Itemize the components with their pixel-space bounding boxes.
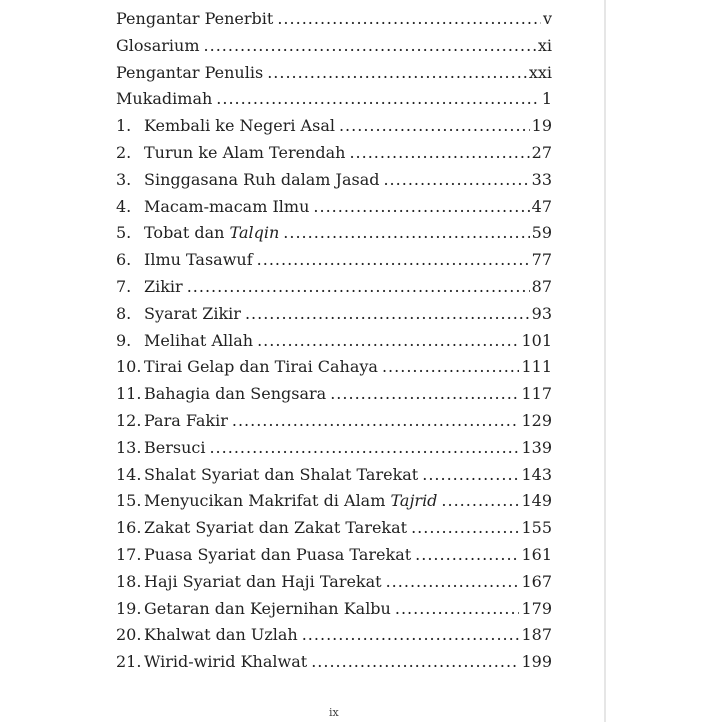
- toc-entry: [116, 194, 552, 221]
- entry-title-text: Singgasana Ruh dalam Jasad: [144, 169, 380, 189]
- dot-leader: [216, 86, 540, 113]
- entry-title: [144, 354, 378, 381]
- entry-title: [116, 86, 212, 113]
- entry-title-text: Tirai Gelap dan Tirai Cahaya: [144, 357, 378, 377]
- toc-entry: [116, 622, 552, 649]
- entry-page-number: 77: [531, 250, 552, 270]
- entry-page-number: 161: [521, 544, 552, 564]
- toc-entry: [116, 274, 552, 301]
- entry-title-text: Para Fakir: [144, 410, 228, 430]
- entry-page-number: 87: [531, 276, 552, 296]
- toc-entry: [116, 381, 552, 408]
- entry-number: 13.: [116, 437, 142, 457]
- entry-page-number: 155: [521, 518, 552, 538]
- dot-leader: [383, 167, 529, 194]
- toc-entry: [116, 596, 552, 623]
- entry-page-number: v: [542, 9, 552, 28]
- entry-title-text: Getaran dan Kejernihan Kalbu: [144, 598, 391, 618]
- entry-page-number: 143: [521, 464, 552, 484]
- entry-title-text: Haji Syariat dan Haji Tarekat: [144, 571, 382, 591]
- toc-entry: [116, 354, 552, 381]
- entry-page-number: xxi: [528, 62, 552, 82]
- toc-entry: [116, 569, 552, 596]
- page-edge-divider: [604, 0, 606, 722]
- entry-title-text: Ilmu Tasawuf: [144, 250, 253, 270]
- entry-number: 19.: [116, 598, 142, 618]
- entry-title: [144, 435, 205, 462]
- toc-entry: [116, 488, 552, 515]
- dot-leader: [232, 408, 520, 435]
- toc-entry: [116, 408, 552, 435]
- toc-entry: [116, 33, 552, 60]
- entry-page-number: 93: [531, 303, 552, 323]
- entry-page-number: xi: [537, 35, 552, 55]
- dot-leader: [257, 247, 530, 274]
- entry-number: 4.: [116, 196, 132, 216]
- entry-number: 8.: [116, 303, 132, 323]
- entry-number: 16.: [116, 518, 142, 538]
- dot-leader: [209, 435, 519, 462]
- toc-entry: [116, 301, 552, 328]
- dot-leader: [187, 274, 530, 301]
- entry-title: [144, 408, 228, 435]
- entry-title-text: Melihat Allah: [144, 330, 254, 350]
- entry-title: [144, 569, 382, 596]
- entry-title: [144, 247, 253, 274]
- dot-leader: [302, 622, 520, 649]
- entry-title: [144, 328, 253, 355]
- dot-leader: [395, 596, 520, 623]
- entry-title: [144, 381, 326, 408]
- entry-number: 3.: [116, 169, 132, 189]
- entry-number: 15.: [116, 491, 142, 511]
- toc-entry: [116, 435, 552, 462]
- entry-number: 12.: [116, 410, 142, 430]
- dot-leader: [411, 515, 519, 542]
- entry-page-number: 47: [531, 196, 552, 216]
- entry-page-number: 117: [521, 384, 552, 404]
- dot-leader: [313, 194, 529, 221]
- dot-leader: [311, 649, 519, 676]
- toc-entry: [116, 328, 552, 355]
- toc-entry: [116, 113, 552, 140]
- dot-leader: [277, 6, 541, 33]
- dot-leader: [415, 542, 519, 569]
- toc-entry: [116, 247, 552, 274]
- entry-title: [144, 194, 309, 221]
- entry-title-text: Glosarium: [116, 35, 200, 55]
- entry-page-number: 27: [531, 142, 552, 162]
- dot-leader: [349, 140, 529, 167]
- entry-title-text: Zikir: [144, 276, 183, 296]
- entry-title: [144, 488, 437, 515]
- entry-number: 5.: [116, 223, 132, 243]
- entry-number: 11.: [116, 384, 142, 404]
- entry-title-text: Khalwat dan Uzlah: [144, 625, 298, 645]
- toc-entry: [116, 462, 552, 489]
- entry-title-text: Puasa Syariat dan Puasa Tarekat: [144, 544, 412, 564]
- entry-title-text: Macam-macam Ilmu: [144, 196, 310, 216]
- dot-leader: [257, 328, 519, 355]
- toc-entry: [116, 167, 552, 194]
- entry-number: 21.: [116, 652, 142, 672]
- toc-entry: [116, 649, 552, 676]
- toc-entry: [116, 140, 552, 167]
- entry-title: [116, 6, 273, 33]
- entry-number: 2.: [116, 142, 132, 162]
- entry-title-text: Syarat Zikir: [144, 303, 241, 323]
- entry-title-text: Zakat Syariat dan Zakat Tarekat: [144, 518, 408, 538]
- entry-page-number: 179: [521, 598, 552, 618]
- entry-number: 9.: [116, 330, 132, 350]
- entry-title: [116, 60, 263, 87]
- entry-page-number: 149: [521, 491, 552, 511]
- entry-page-number: 111: [521, 357, 552, 377]
- entry-title: [144, 649, 307, 676]
- toc-entry: [116, 220, 552, 247]
- entry-title: [144, 301, 241, 328]
- entry-title: [144, 220, 279, 247]
- entry-number: 1.: [116, 116, 132, 136]
- dot-leader: [339, 113, 530, 140]
- entry-title-text: Shalat Syariat dan Shalat Tarekat: [144, 464, 419, 484]
- entry-title: [144, 622, 298, 649]
- entry-title-text: Wirid-wirid Khalwat: [144, 652, 308, 672]
- entry-page-number: 129: [521, 410, 552, 430]
- entry-number: 18.: [116, 571, 142, 591]
- entry-number: 10.: [116, 357, 142, 377]
- entry-number: 7.: [116, 276, 132, 296]
- entry-title-text: Turun ke Alam Terendah: [144, 142, 346, 162]
- dot-leader: [422, 462, 519, 489]
- toc-entry: [116, 6, 552, 33]
- dot-leader: [245, 301, 530, 328]
- entry-title-text: Kembali ke Negeri Asal: [144, 116, 335, 136]
- entry-title-text: Mukadimah: [116, 89, 213, 109]
- entry-title: [144, 274, 183, 301]
- table-of-contents: [116, 6, 552, 676]
- entry-title-italic: Talqin: [229, 223, 280, 243]
- entry-title-text: Pengantar Penerbit: [116, 9, 274, 28]
- dot-leader: [204, 33, 536, 60]
- entry-page-number: 187: [521, 625, 552, 645]
- entry-title: [144, 113, 335, 140]
- page-number: ix: [329, 706, 339, 719]
- entry-page-number: 59: [531, 223, 552, 243]
- entry-title: [144, 140, 345, 167]
- entry-page-number: 19: [531, 116, 552, 136]
- entry-page-number: 33: [531, 169, 552, 189]
- entry-title-text: Bersuci: [144, 437, 206, 457]
- toc-entry: [116, 542, 552, 569]
- entry-title: [116, 33, 200, 60]
- entry-page-number: 199: [521, 652, 552, 672]
- entry-title-text: Menyucikan Makrifat di Alam: [144, 491, 391, 511]
- dot-leader: [283, 220, 529, 247]
- dot-leader: [267, 60, 527, 87]
- toc-entry: [116, 86, 552, 113]
- entry-title: [144, 542, 411, 569]
- entry-title: [144, 462, 418, 489]
- dot-leader: [330, 381, 519, 408]
- dot-leader: [382, 354, 519, 381]
- toc-entry: [116, 60, 552, 87]
- entry-page-number: 101: [521, 330, 552, 350]
- entry-page-number: 167: [521, 571, 552, 591]
- entry-page-number: 1: [541, 89, 552, 109]
- entry-title: [144, 515, 407, 542]
- dot-leader: [386, 569, 520, 596]
- entry-number: 14.: [116, 464, 142, 484]
- toc-entry: [116, 515, 552, 542]
- entry-title-text: Bahagia dan Sengsara: [144, 384, 327, 404]
- entry-title-italic: Tajrid: [390, 491, 438, 511]
- entry-page-number: 139: [521, 437, 552, 457]
- entry-title-text: Pengantar Penulis: [116, 62, 264, 82]
- entry-number: 6.: [116, 250, 132, 270]
- entry-title: [144, 167, 379, 194]
- entry-number: 20.: [116, 625, 142, 645]
- entry-title-text: Tobat dan: [144, 223, 230, 243]
- entry-title: [144, 596, 391, 623]
- entry-number: 17.: [116, 544, 142, 564]
- dot-leader: [441, 488, 519, 515]
